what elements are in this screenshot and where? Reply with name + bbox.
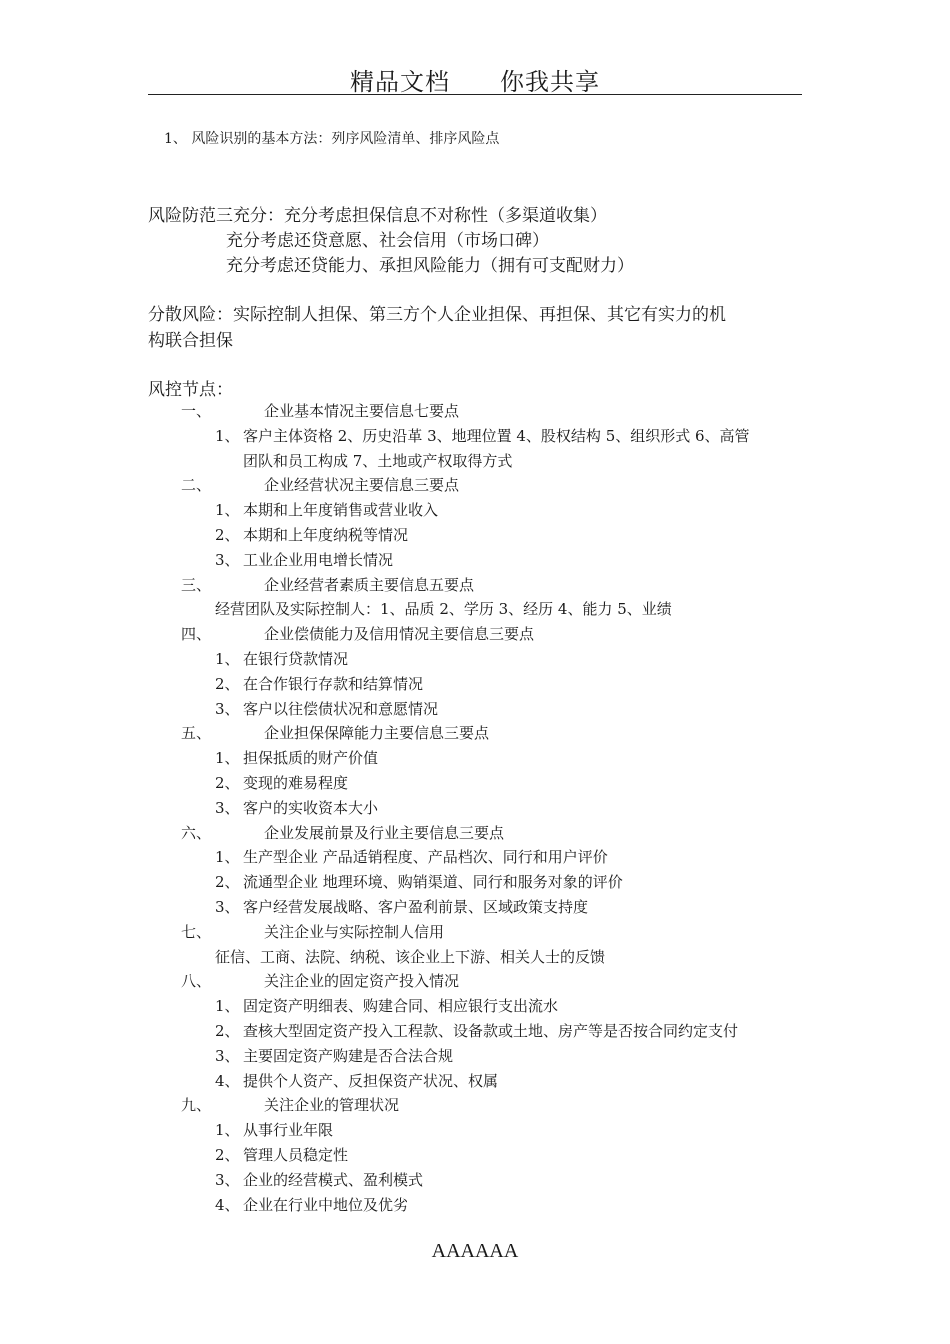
section-number: 八、: [181, 972, 212, 991]
item-text: 主要固定资产购建是否合法合规: [243, 1046, 454, 1065]
method-line: 1、 风险识别的基本方法：列序风险清单、排序风险点: [164, 131, 500, 147]
item-number: 3、: [215, 550, 240, 569]
item-number: 1、: [215, 848, 240, 867]
section-title: 关注企业与实际控制人信用: [264, 922, 445, 941]
item-number: 2、: [215, 674, 240, 693]
item-number: 4、: [215, 1195, 240, 1214]
dispersion-line-2: 构联合担保: [148, 331, 233, 351]
section-number: 三、: [181, 575, 212, 594]
item-text: 团队和员工构成 7、土地或产权取得方式: [243, 451, 513, 470]
item-text: 在银行贷款情况: [243, 650, 349, 668]
item-number: 2、: [215, 873, 240, 892]
section-title: 企业偿债能力及信用情况主要信息三要点: [264, 625, 535, 644]
item-number: 3、: [215, 898, 240, 916]
prevention-item: 充分考虑担保信息不对称性（多渠道收集）: [284, 206, 607, 226]
section-number: 二、: [181, 476, 212, 495]
item-text: 企业的经营模式、盈利模式: [243, 1170, 424, 1189]
item-text: 本期和上年度纳税等情况: [243, 526, 409, 544]
section-title: 关注企业的固定资产投入情况: [264, 972, 460, 991]
section-title: 企业基本情况主要信息七要点: [264, 402, 460, 420]
item-number: 2、: [215, 1022, 240, 1040]
prevention-label: 风险防范三充分：: [148, 206, 284, 226]
section-title: 企业经营者素质主要信息五要点: [264, 575, 475, 594]
item-text: 客户以往偿债状况和意愿情况: [243, 699, 439, 718]
page-header-title: 精品文档 你我共享: [350, 68, 600, 96]
control-label: 风控节点：: [148, 380, 233, 400]
item-text: 工业企业用电增长情况: [243, 550, 394, 569]
item-text: 企业在行业中地位及优劣: [243, 1195, 409, 1214]
item-number: 4、: [215, 1071, 240, 1090]
item-number: 2、: [215, 526, 240, 544]
item-text: 担保抵质的财产价值: [243, 749, 379, 768]
item-text: 客户的实收资本大小: [243, 798, 379, 817]
item-text: 变现的难易程度: [243, 774, 349, 792]
item-text: 固定资产明细表、购建合同、相应银行支出流水: [243, 997, 559, 1016]
item-text: 征信、工商、法院、纳税、该企业上下游、相关人士的反馈: [215, 947, 606, 966]
item-number: 1、: [215, 1121, 240, 1140]
section-title: 企业担保保障能力主要信息三要点: [264, 724, 490, 743]
item-text: 流通型企业 地理环境、购销渠道、同行和服务对象的评价: [243, 873, 623, 892]
item-text: 管理人员稳定性: [243, 1146, 349, 1164]
section-number: 七、: [181, 922, 212, 941]
section-title: 关注企业的管理状况: [264, 1096, 400, 1115]
item-number: 1、: [215, 749, 240, 768]
item-number: 1、: [215, 997, 240, 1016]
item-text: 在合作银行存款和结算情况: [243, 674, 424, 693]
section-number: 五、: [181, 724, 212, 743]
prevention-item: 充分考虑还贷意愿、社会信用（市场口碑）: [226, 231, 549, 251]
section-number: 九、: [181, 1096, 212, 1115]
prevention-item: 充分考虑还贷能力、承担风险能力（拥有可支配财力）: [226, 256, 634, 276]
section-number: 一、: [181, 402, 212, 420]
item-number: 2、: [215, 1146, 240, 1164]
item-text: 查核大型固定资产投入工程款、设备款或土地、房产等是否按合同约定支付: [243, 1022, 739, 1040]
prevention-line-1: [148, 201, 607, 226]
header-divider: [148, 94, 802, 95]
item-text: 从事行业年限: [243, 1121, 334, 1140]
item-text: 提供个人资产、反担保资产状况、权属: [243, 1071, 499, 1090]
section-number: 六、: [181, 823, 212, 842]
item-number: 1、: [215, 426, 240, 445]
item-text: 客户经营发展战略、客户盈利前景、区域政策支持度: [243, 898, 589, 916]
item-text: 生产型企业 产品适销程度、产品档次、同行和用户评价: [243, 848, 608, 867]
item-text: 经营团队及实际控制人：1、品质 2、学历 3、经历 4、能力 5、业绩: [215, 600, 672, 619]
item-text: 本期和上年度销售或营业收入: [243, 501, 439, 520]
item-number: 1、: [215, 501, 240, 520]
item-text: 客户主体资格 2、历史沿革 3、地理位置 4、股权结构 5、组织形式 6、高管: [243, 426, 750, 445]
item-number: 3、: [215, 699, 240, 718]
item-number: 2、: [215, 774, 240, 792]
item-number: 3、: [215, 1046, 240, 1065]
dispersion-line-1: 分散风险：实际控制人担保、第三方个人企业担保、再担保、其它有实力的机: [148, 305, 726, 325]
section-title: 企业经营状况主要信息三要点: [264, 476, 460, 495]
page-footer: AAAAAA: [431, 1240, 519, 1262]
item-number: 1、: [215, 650, 240, 668]
item-number: 3、: [215, 1170, 240, 1189]
section-title: 企业发展前景及行业主要信息三要点: [264, 823, 505, 842]
item-number: 3、: [215, 798, 240, 817]
section-number: 四、: [181, 625, 212, 644]
